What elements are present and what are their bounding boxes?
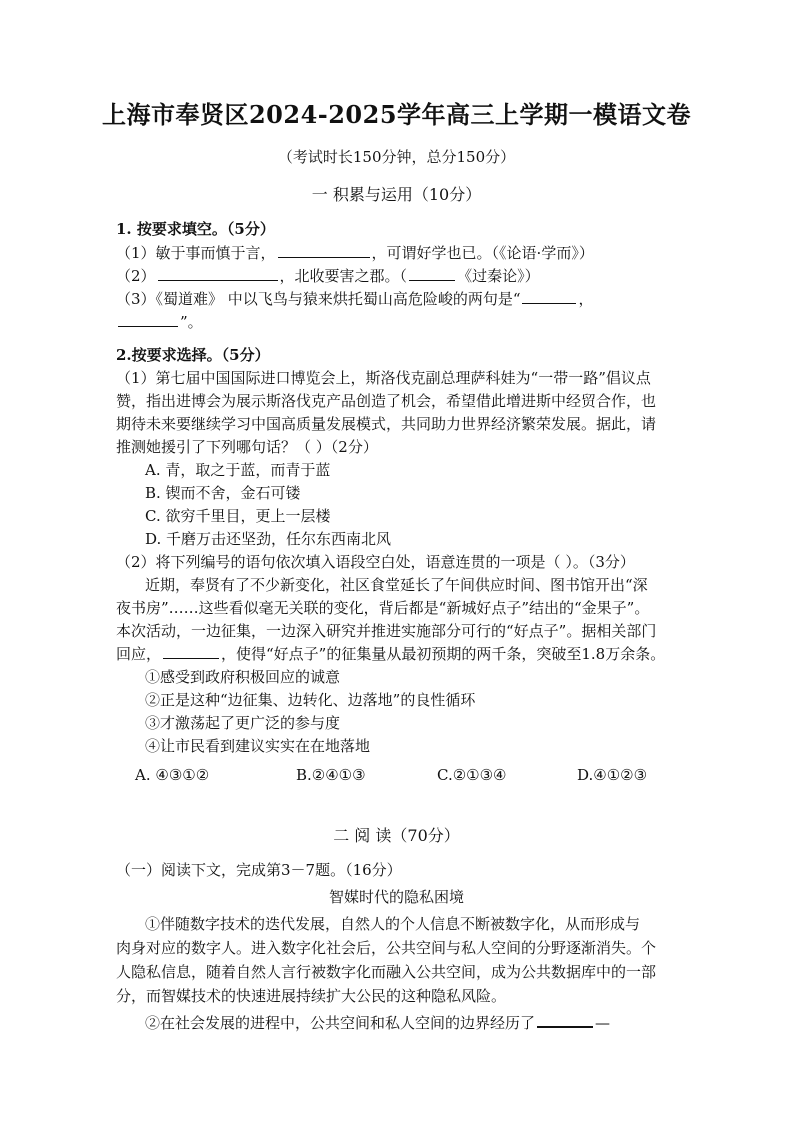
para1-line-4: 分，而智媒技术的快速进展持续扩大公民的这种隐私风险。 [116,987,507,1005]
exam-subtitle: （考试时长150分钟，总分150分） [277,148,516,166]
q1-part2-blank-1[interactable] [158,265,278,281]
q1-part1-text-a: （1）敏于事而慎于言， [116,244,276,262]
q2-item-4: ④让市民看到建议实实在在地落地 [145,737,371,755]
q2-p2-line-4-b: ，使得“好点子”的征集量从最初预期的两千条，突破至1.8万余条。 [221,645,666,663]
part1-stem: （一）阅读下文，完成第3－7题。（16分） [116,861,402,879]
q2-p2-line-4-a: 回应， [116,645,162,663]
q2-p1-line-1: （1）第七届中国国际进口博览会上，斯洛伐克副总理萨科娃为“一带一路”倡议点 [116,369,651,387]
q1-part3-text-b: ， [578,290,594,308]
q2-p2-line-1: 近期，奉贤有了不少新变化，社区食堂延长了午间供应时间、图书馆开出“深 [145,576,648,594]
q1-part2-text-b: ，北收要害之郡。（ [279,267,408,285]
q2-choice-c[interactable]: C.②①③④ [437,766,507,784]
q1-part1 [116,242,594,264]
q2-item-3: ③才激荡起了更广泛的参与度 [145,714,341,732]
section2-heading: 二 阅 读（70分） [333,826,460,845]
q1-part2-text-a: （2） [116,267,156,285]
q2-p2-stem: （2）将下列编号的语句依次填入语段空白处，语意连贯的一项是（ ）。（3分） [116,553,635,571]
q2-choice-b[interactable]: B.②④①③ [296,766,366,784]
q1-part3-blank-1[interactable] [522,288,576,304]
para2-text: ②在社会发展的进程中，公共空间和私人空间的边界经历了 [145,1014,536,1032]
q1-stem: 1. 按要求填空。（5分） [116,220,275,238]
section1-heading: 一 积累与运用（10分） [311,185,482,204]
q2-option-c[interactable]: C. 欲穷千里目，更上一层楼 [145,507,331,525]
para1-line-2: 肉身对应的数字人。进入数字化社会后，公共空间与私人空间的分野逐渐消失。个 [116,939,657,957]
q2-stem: 2.按要求选择。（5分） [116,346,270,364]
q1-part3-text-a: （3）《蜀道难》 中以飞鸟与猿来烘托蜀山高危险峻的两句是“ [116,290,521,308]
q2-p2-line-2: 夜书房”……这些看似毫无关联的变化，背后都是“新城好点子”结出的“金果子”。 [116,599,650,617]
q1-part1-blank[interactable] [278,242,370,258]
q2-p1-line-2: 赞，指出进博会为展示斯洛伐克产品创造了机会，希望借此增进斯中经贸合作，也 [116,392,657,410]
q2-choice-d[interactable]: D.④①②③ [577,766,648,784]
para2-tail: — [595,1014,611,1032]
q1-part3-text-c: ”。 [180,313,203,331]
para1-line-1: ①伴随数字技术的迭代发展，自然人的个人信息不断被数字化，从而形成与 [145,915,641,933]
q2-option-b[interactable]: B. 锲而不舍，金石可镂 [145,484,301,502]
q2-p1-line-3: 期待未来要继续学习中国高质量发展模式，共同助力世界经济繁荣发展。据此，请 [116,415,657,433]
q2-p1-line-4: 推测她援引了下列哪句话？（ ）（2分） [116,438,378,456]
q1-part3-cont [116,311,203,333]
q1-part2-text-c: 《过秦论》） [457,267,540,285]
q2-option-a[interactable]: A. 青，取之于蓝，而青于蓝 [145,461,331,479]
q2-item-1: ①感受到政府积极回应的诚意 [145,668,341,686]
q2-choice-a[interactable]: A. ④③①② [135,766,210,784]
q2-p2-blank[interactable] [163,643,219,659]
q2-p2-line-4 [116,643,665,665]
q1-part1-text-b: ，可谓好学也已。（《论语·学而》） [371,244,594,262]
para2-line-1 [145,1011,610,1034]
q2-p2-line-3: 本次活动，一边征集，一边深入研究并推进实施部分可行的“好点子”。据相关部门 [116,622,657,640]
q1-part2 [116,265,540,287]
q2-option-d[interactable]: D. 千磨万击还坚劲，任尔东西南北风 [145,530,392,548]
q1-part3-blank-2[interactable] [118,311,178,327]
q2-item-2: ②正是这种“边征集、边转化、边落地”的良性循环 [145,691,476,709]
q1-part2-blank-2[interactable] [409,265,455,281]
para1-line-3: 人隐私信息，随着自然人言行被数字化而融入公共空间，成为公共数据库中的一部 [116,963,657,981]
exam-title: 上海市奉贤区2024-2025学年高三上学期一模语文卷 [101,100,692,129]
q1-part3 [116,288,594,310]
para2-blank[interactable] [537,1011,593,1028]
article-title: 智媒时代的隐私困境 [328,888,464,906]
